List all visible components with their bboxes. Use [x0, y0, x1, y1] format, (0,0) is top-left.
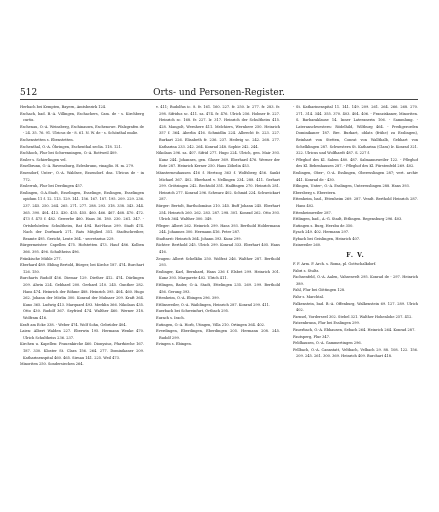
index-column-2	[156, 104, 280, 500]
index-entry: Eybach bei Geislingen, Heinrich 407.	[293, 236, 361, 241]
index-entry: Kraft am Ecke 338. - Weber 474. Wolf Sohn, Gebrüder 404.	[20, 322, 127, 327]
index-entry: Essler s. Schierlingen vel.	[20, 157, 67, 162]
index-entry: Eurach s. Irach.	[156, 316, 185, 320]
index-entry: Feldhausen, O.-A. Gammertingen 296.	[293, 341, 362, 346]
index-entry: Kirchen u. Kapellen: Frauenkirche 460. Dionysius, Pfarrkirche 167. 187. 330. Kloster St. Clara 156. 264. 277. Dominikaner 209. Katharinenspital 460. 465. Sirnau 141. 225. Weil 473.	[20, 342, 144, 360]
index-entry: v. 411; Rudolfus ic. 8. fr. 161. 160. 227. fr. 250. Ir. 277. fr. 283. fr. 298. Sifridus sc. 411. sa. 474. fr. 476. Ulrich 256. Hobner fr. 227. Heinrich sc. 168. fr. 227. Ir. 317. Heinrich der Schultheiss 415. 428. Mangolt, Wernhere 411. Melchiers, Wernhere 250. Heinrich 357 f. 364. Aberlin 416. Schmidlin 224. Albrecht fr. 223. 227. Burkart 226. Elisabeth fr. 236. 237. Hedwig sc. 242. 268. 277. Katharina 233. 242. 264. Konrad 248. Sophie 242. 244.	[156, 105, 280, 149]
header-rule	[20, 99, 418, 100]
index-entry: Esslinger, Karl, Bernhard, Hans 236 f. Elsbet 299. Heinrich 301. Kunz 393. Margarete 402. Ulrich 411.	[156, 269, 280, 281]
index-entry: Esslingen, O.A.Stadt, Esselingen, Esselinge, Esslingen, Esselingen opidum 11 f. 12. 113. 129. 141. 156. 167. 187. 195. 209. 229. 236. 237. 245. 250. 264. 265. 271. 277. 288. 293. 318. 338. 343. 344. 365. 390. 404. 413. 430. 435. 455. 460. 466. 467. 468. 470. 472. 473 f. 475 f. 482. Gewerbe 460. Haus 36. 180. 230. 261. 347. - Ortsbehörden: Schultheiss, Rat 494. Rat-Haus 299. Stadt 474. Nach der Dorfmark 271. Rats Mitglied 351. Stadtschreiber, Beamte 495. Gericht, Leute 364. - secretarius 229.	[20, 190, 144, 241]
index-entry: Eschach, bad. B.-A. Villingen, Eschachers, Cam. de - s. Kirchberg curtis.	[20, 111, 144, 123]
index-entry: Falkenstein, bad. B.-A. Offenburg, Walkenstein 69. 127. 289. Ulrich 402.	[293, 301, 418, 313]
index-entry: Mänsterneuhausen 416 f. Hertzog 363 f. Wolfsberg 456. Sankt Michael 367. 402. Eberhard v. Nellingen 234. 288. 411. Gerhart 299. Grötzingen 242. Bechtold 351. Hailfingen 270. Heinrich 281. Heinrich 277. Konrad 296. Schwarz 402. Schmid 224. Schweickart 287.	[156, 170, 280, 202]
index-entry: Ezinweiler 260.	[293, 243, 322, 248]
index-entry: Fatzenbrunn, Flur bei Esslingen 299.	[293, 321, 360, 326]
index-entry: Ettenheimweiler 287.	[293, 210, 332, 215]
index-entry: Laien: Albert Walden 227. Eberwin 195. Hermann Wenke 470. Ulrich Schultheiss 236. 237.	[20, 329, 144, 340]
index-entry: Fabri s. Stultz.	[293, 268, 320, 273]
index-entry: Evingen s. Ebingen.	[156, 342, 192, 347]
index-entry: Everdingen, Eberdingen, Eberdingen 205. Hermann 208. 245. Rudolf 299.	[156, 329, 280, 340]
index-entry: Essendorf, Unter-, O.-A. Waldsee, Essendorf. dns. Ulricus de - in 772.	[20, 170, 144, 182]
index-entry: Ettenheim, bad., Ettenheim 269. 287. Vendt. Berthold Heinrich 287. Hans 402.	[293, 197, 418, 208]
running-title: Orts- und Personen-Register.	[153, 88, 285, 98]
index-entry: Fautsperg, Flur 347.	[293, 334, 331, 339]
page-number: 512	[20, 88, 38, 98]
index-entry: Fachsenfeld, O.-A. Aalen, Vahsenvelt 295. Konrad de - 297. Heinrich 389.	[293, 275, 418, 286]
index-entry: Esslerruh, Flur bei Derdingen 457.	[20, 184, 84, 189]
index-entry: Burcharts Rudolf 456. Diemar 129. Diether 412. 474. Dürlingen 209. Alwin 224. Gebhard 200. Gerhard 210. 245. Gunther 282. Hans 474. Heinrich der Böhme 488. Heinrich 395. 404. 460. Hugo 262. Johann der Mörlin 300. Konrad der Mulnaer 209. Kraft 364. Kuno 365. Ludwig 413. Marquard 493. Merklin 366. Nikolaus 435. Otto 430. Rudolf 367. Seyfried 474. Walther 460. Werner 318. Wolfram 416.	[20, 276, 144, 320]
index-entry: Etlingen, Unter-, O.-A. Esslingen, Unteresslingen 288. Hans 393.	[293, 184, 410, 189]
index-entry: Eschhoch, Flur bei Schwenningen, O.-A. Rottweil 409.	[20, 151, 118, 156]
index-entry: Eschenthal, O.-A. Öhringen, Eschenthal seclia. 118. 121.	[20, 144, 122, 149]
index-entry: Bürgermeister: Capellen 475. Hofstetten 473. Hauf 486. Kolben 366. 395. 496. Schultheiss 496.	[20, 243, 144, 255]
section-letter: F. V.	[346, 252, 365, 260]
index-entry: - Pfleghof des Kl. Salem 480. 487. Salmannsweiler 122. - Pfleghof des Kl. Bebenhausen 287. - Pfleghof des Kl. Fürstenfeld 269. 402.	[293, 157, 418, 169]
index-column-3	[293, 104, 418, 500]
index-entry: Ettenheim, O.-A. Ebingen 296. 399.	[156, 296, 220, 301]
index-entry: Zeugen: Albert Schelklin 250. Wolfrat 246. Walther 287. Berthold 293.	[156, 256, 280, 268]
index-entry: Fauerbach, O.-A. Ebhausen, Sebach 264. Heinrich 264. Konrad 287.	[293, 328, 416, 332]
index-entry: Ebersberg s. Eberstern.	[293, 190, 337, 195]
index-entry: Pfleger: Albert 262. Heinrich 299. Hans 393. Berthold Holdermann 244. Johannes 300. Hermann 416. Peter 287.	[156, 223, 280, 235]
index-entry: Fellbach, O.-A. Cannstatt, Veltbach, Velbach 29. 88. 108. 122. 156. 209. 245. 261. 300. 369. Heinrich 409. Burchart 418.	[293, 347, 418, 359]
index-entry: Ettlinsweiler, O.-A. Waiblingen, Heinrich 287. Konrad 299. 411.	[156, 302, 271, 307]
index-column-1	[20, 104, 144, 500]
index-entry: Bürger: Bertolt, Bartholomäus 210. 245. Buff Johann 245. Eberhart 254. Heinrich 260. 262. 283. 287. 298. 301. Konrad 262. Otto 393. Ulrich 364. Walther 300. 349.	[156, 203, 280, 222]
index-entry: Euerbach bei Schweinfurt, Ortbach 295.	[156, 309, 230, 314]
index-entry: Nikolaus 296. sa. 407. Sifrid 277. Hugo 224. Ulrich, gen. Mair 393. Kunz 244. Johannes, gen. Glaser 369. Eberhard 476. Werner der Rote 287. Heinrich Kerner 250. Hans Zöbelin 453.	[156, 151, 280, 169]
index-entry: Fahl, Flur bei Göttingen 128.	[293, 288, 346, 293]
index-entry: Minoriten 250. Sondersiechen 264.	[20, 362, 84, 367]
index-entry: Herbach bei Kempten, Bayern, Amtsbezirk 124.	[20, 105, 107, 109]
index-entry: Eberhard 489. Ebling Bertold, Bürger, bei Kirche 187. 474. Burchart 126. 150.	[20, 263, 144, 274]
index-entry: Fahr s. Marchtal.	[293, 295, 325, 300]
index-entry: Fränkische Mühle 277.	[20, 256, 62, 261]
index-entry: - St. Katharinenspital 11. 141. 149. 209. 261. 264. 266. 268. 270. 271. 314. 344. 355. 370. 403. 404. 406. - Franziskaner, Minoriten. S. Barbaraklause 14. Inner Lateranerin 106. - Sammlung. - Lateranschwestern: Rödelhild, Wiltburg 464. - Predigerorden Dominikaner 187. Bre. Burkart, oblats (frühe) zu Esslingen), Reinhart von Stetten, Conrat von Wallthalb, Gebhart von Schelklingen 287. Schwestern St. Katharina (Clara) Ir. Konrad 321. 322. Ulricus und Wolfhardt 487. S. 227 f.	[293, 105, 418, 156]
index-entry: Richter: Berthold 245. Ulrich 299. Konrad 333. Eberhart 405. Hans 416.	[156, 243, 280, 255]
index-entry: Ettlingen, bad., A.-G. Stadt, Ettlingen. Regensburg 296. 403.	[293, 217, 403, 222]
index-entry: Ettlingen, Bader, O.-A. Stadt, Ettelingen 235. 269. 299. Berthold 456. Gerung 393.	[156, 283, 280, 294]
index-entry: Eutingen s. Burg, Herzbu de 350.	[293, 223, 354, 228]
index-entry: Stadtarzt: Heinrich 364. Johann 393. Kunz 299.	[156, 236, 242, 241]
index-entry: Eutingen, O.-A. Horb, Utingen, Villa 210. Ortingen 364. 402.	[156, 322, 265, 327]
index-entry: Eschenau, O.-A. Weinsberg, Eschinauwa, Eschenowe. Pfalzgrafen de - 24. 35. 76. 91. Ulricus de - 8. 61. N. W. de - s. Schönthal mulie.	[20, 124, 144, 136]
index-entry: F. F. Arm. F. Arch. s. Roma, pl. Gottschalkdorf.	[293, 262, 377, 267]
index-entry: Eschenstetten s. Ebenstetten.	[20, 137, 74, 142]
index-entry: Eyach 249. 402. Hermann 297.	[293, 230, 350, 235]
index-entry: Esslingen, Ober-, O.-A. Esslingen, Oberesslingen 287; vert. archiv 441. Konrad de - 430.	[293, 170, 418, 182]
index-entry: Farnsel, Vorderseel 302. Stebel 321. Walther Hohenlohe 257. 412.	[293, 314, 413, 319]
index-entry: Esselbrunn, O.-A. Ravensburg, Ezlesbrunn, vinaglio. H. m. 279.	[20, 164, 135, 169]
